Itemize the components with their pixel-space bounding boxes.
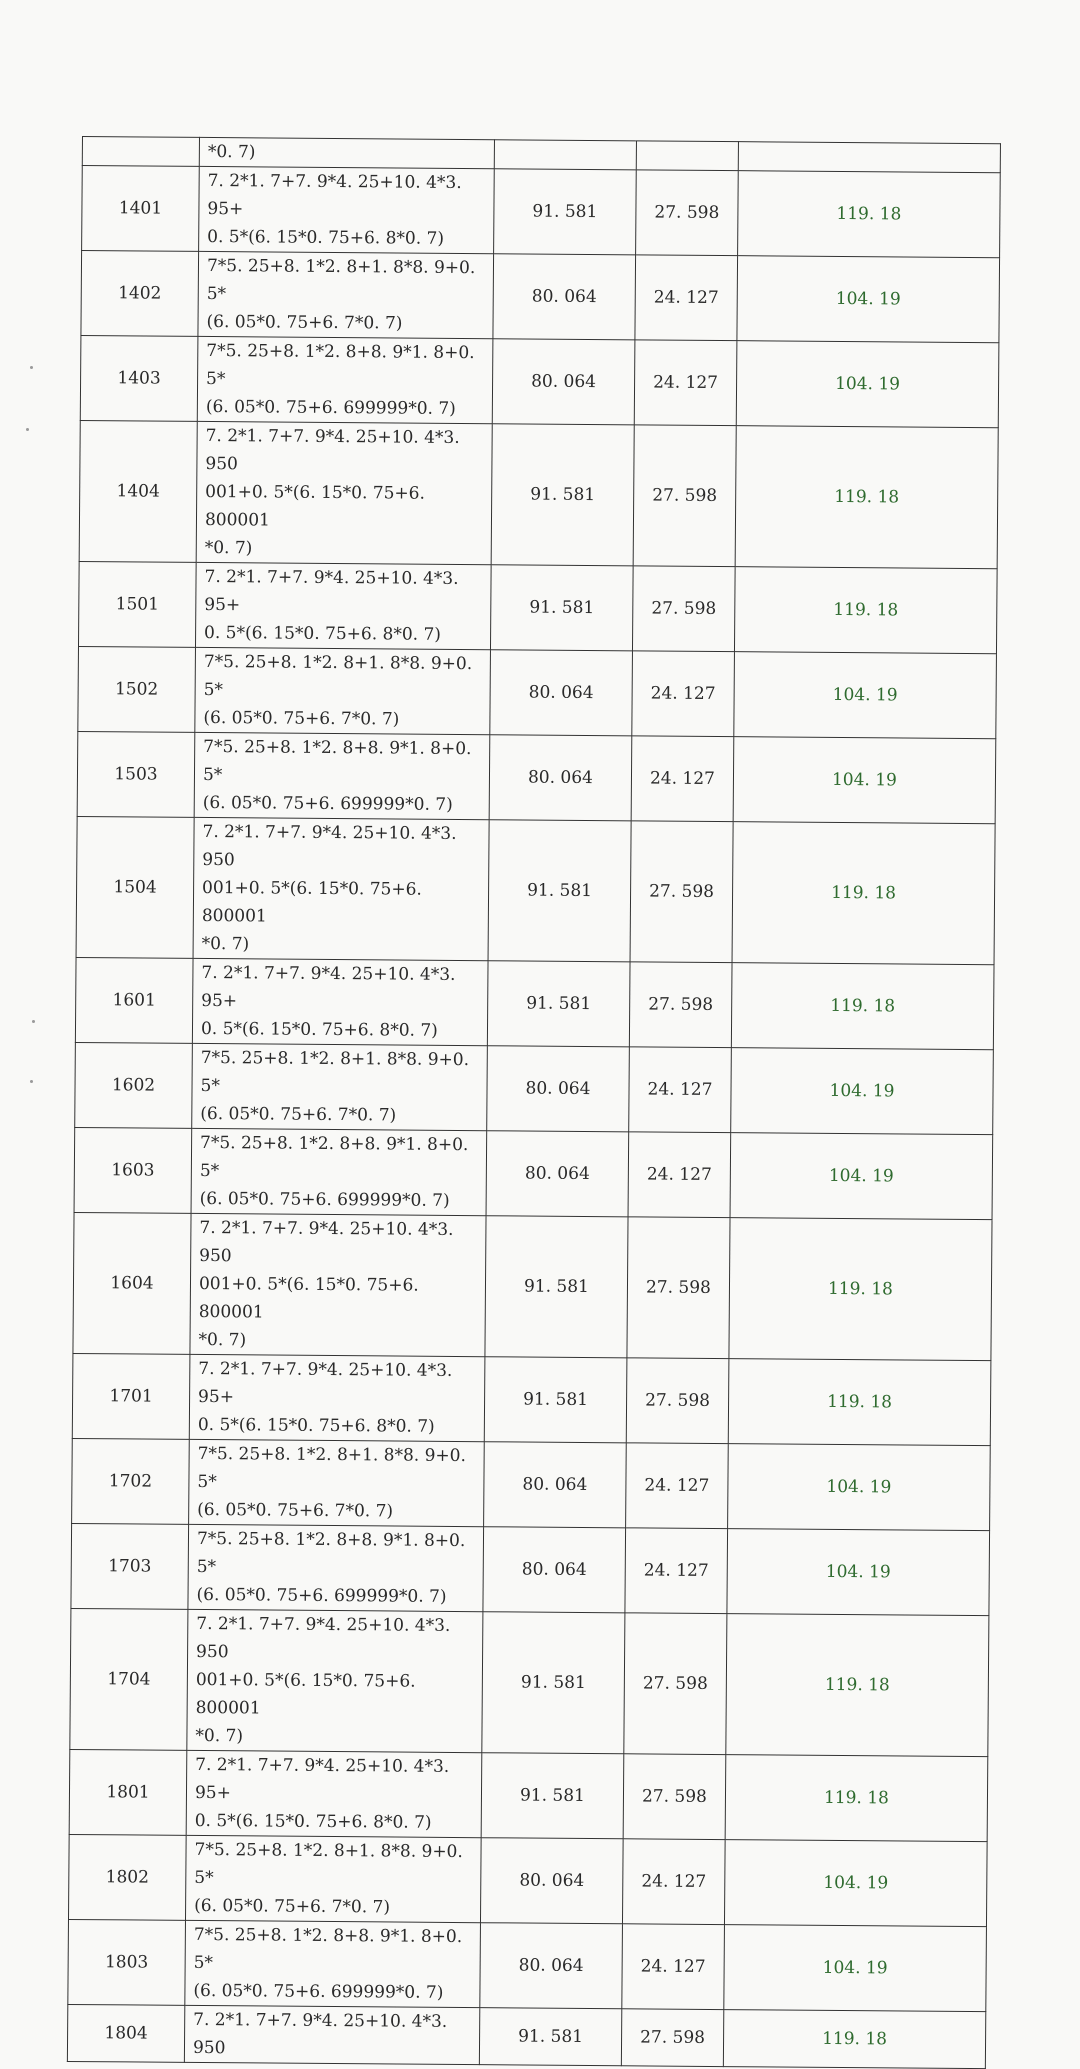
shared-area-value: 27. 598 [626, 1358, 729, 1444]
scan-speck [30, 1080, 33, 1083]
total-area-value: 104. 19 [730, 1133, 993, 1220]
table-row [68, 1919, 987, 2011]
area-formula: 7. 2*1. 7+7. 9*4. 25+10. 4*3. 950 001+0. 5*(6. 15*0. 75+6. 800001 *0. 7) [196, 421, 492, 564]
area-formula: 7. 2*1. 7+7. 9*4. 25+10. 4*3. 95+ 0. 5*(6. 15*0. 75+6. 8*0. 7) [186, 1750, 482, 1837]
table-row [73, 1212, 992, 1360]
area-formula: 7. 2*1. 7+7. 9*4. 25+10. 4*3. 950 [184, 2005, 479, 2064]
total-area-value: 119. 18 [723, 2010, 985, 2069]
area-formula: 7. 2*1. 7+7. 9*4. 25+10. 4*3. 95+ 0. 5*(6. 15*0. 75+6. 8*0. 7) [199, 166, 495, 253]
total-area-value: 104. 19 [736, 341, 999, 428]
table-row [78, 646, 997, 738]
table-row [82, 166, 1001, 258]
room-number: 1401 [82, 166, 200, 252]
table-body [67, 137, 1000, 2069]
inner-area-value: 80. 064 [480, 1838, 623, 1924]
total-area-value: 104. 19 [731, 1048, 994, 1135]
area-calculation-table [67, 136, 1001, 2069]
room-number: 1803 [68, 1919, 186, 2005]
scan-speck [26, 428, 29, 431]
shared-area-value: 27. 598 [623, 1754, 726, 1840]
table-row [81, 251, 1000, 343]
shared-area-value: 27. 598 [632, 566, 735, 652]
room-number: 1702 [72, 1438, 190, 1524]
shared-area-value: 24. 127 [635, 255, 738, 341]
inner-area-value: 80. 064 [487, 1046, 630, 1132]
inner-area-value: 91. 581 [481, 1753, 624, 1839]
total-area-value: 104. 19 [734, 652, 997, 739]
room-number: 1402 [81, 251, 199, 337]
total-area-value: 119. 18 [734, 567, 997, 654]
room-number [82, 137, 199, 167]
total-area-value: 119. 18 [732, 822, 995, 965]
shared-area-value: 27. 598 [633, 425, 736, 567]
area-formula: 7. 2*1. 7+7. 9*4. 25+10. 4*3. 95+ 0. 5*(6. 15*0. 75+6. 8*0. 7) [195, 562, 491, 649]
shared-area-value: 24. 127 [628, 1132, 731, 1218]
area-formula: 7*5. 25+8. 1*2. 8+1. 8*8. 9+0. 5* (6. 05*0. 75+6. 7*0. 7) [189, 1439, 485, 1526]
area-formula: 7*5. 25+8. 1*2. 8+1. 8*8. 9+0. 5* (6. 05*0. 75+6. 7*0. 7) [185, 1835, 481, 1922]
shared-area-value: 24. 127 [622, 1839, 725, 1925]
shared-area-value: 24. 127 [631, 736, 734, 822]
shared-area-value: 24. 127 [622, 1924, 725, 2010]
shared-area-value: 27. 598 [621, 2009, 723, 2067]
total-area-value: 119. 18 [726, 1614, 989, 1757]
total-area-value: 119. 18 [731, 963, 994, 1050]
table-row [75, 957, 994, 1049]
area-formula: 7. 2*1. 7+7. 9*4. 25+10. 4*3. 95+ 0. 5*(6. 15*0. 75+6. 8*0. 7) [189, 1354, 485, 1441]
shared-area-value: 24. 127 [626, 1443, 729, 1529]
total-area-value: 119. 18 [738, 171, 1001, 258]
room-number: 1703 [71, 1523, 189, 1609]
inner-area-value: 91. 581 [487, 961, 630, 1047]
table-row [69, 1749, 988, 1841]
inner-area-value: 91. 581 [485, 1216, 628, 1358]
room-number: 1601 [75, 957, 193, 1043]
inner-area-value: 80. 064 [492, 339, 635, 425]
inner-area-value: 80. 064 [486, 1131, 629, 1217]
room-number: 1602 [75, 1042, 193, 1128]
shared-area-value: 24. 127 [634, 340, 737, 426]
table-row [78, 561, 997, 653]
total-area-value: 104. 19 [733, 737, 996, 824]
inner-area-value: 80. 064 [483, 1527, 626, 1613]
room-number: 1403 [80, 335, 198, 421]
area-formula: 7*5. 25+8. 1*2. 8+8. 9*1. 8+0. 5* (6. 05*0. 75+6. 699999*0. 7) [188, 1524, 484, 1611]
room-number: 1603 [74, 1127, 192, 1213]
inner-area-value: 80. 064 [489, 735, 632, 821]
room-number: 1503 [77, 731, 195, 817]
total-area-value: 104. 19 [737, 256, 1000, 343]
room-number: 1504 [76, 816, 194, 958]
inner-area-value: 91. 581 [491, 424, 634, 566]
area-formula: 7*5. 25+8. 1*2. 8+1. 8*8. 9+0. 5* (6. 05*0. 75+6. 7*0. 7) [198, 251, 494, 338]
room-number: 1701 [72, 1353, 190, 1439]
table-row [70, 1608, 989, 1756]
area-formula: 7*5. 25+8. 1*2. 8+1. 8*8. 9+0. 5* (6. 05*0. 75+6. 7*0. 7) [195, 647, 491, 734]
table-row [74, 1127, 993, 1219]
shared-area-value: 27. 598 [636, 170, 739, 256]
inner-area-value: 91. 581 [488, 820, 631, 962]
inner-area-value: 91. 581 [479, 2008, 621, 2066]
inner-area-value: 91. 581 [484, 1357, 627, 1443]
table-row [76, 816, 995, 964]
inner-area-value [494, 140, 636, 170]
shared-area-value: 24. 127 [625, 1528, 728, 1614]
table-row [77, 731, 996, 823]
shared-area-value: 27. 598 [624, 1613, 727, 1755]
table-row [71, 1523, 990, 1615]
area-formula: 7. 2*1. 7+7. 9*4. 25+10. 4*3. 950 001+0. 5*(6. 15*0. 75+6. 800001 *0. 7) [187, 1609, 483, 1752]
table-row [79, 420, 998, 568]
table-row [80, 335, 999, 427]
shared-area-value: 24. 127 [632, 651, 735, 737]
area-formula: *0. 7) [199, 137, 494, 168]
total-area-value: 104. 19 [724, 1925, 987, 2012]
shared-area-value [636, 141, 738, 171]
area-formula: 7*5. 25+8. 1*2. 8+8. 9*1. 8+0. 5* (6. 05*0. 75+6. 699999*0. 7) [197, 336, 493, 423]
table-row [75, 1042, 994, 1134]
inner-area-value: 80. 064 [493, 254, 636, 340]
total-area-value: 104. 19 [724, 1840, 987, 1927]
total-area-value: 104. 19 [728, 1444, 991, 1531]
area-formula: 7. 2*1. 7+7. 9*4. 25+10. 4*3. 950 001+0. 5*(6. 15*0. 75+6. 800001 *0. 7) [193, 817, 489, 960]
table-row [67, 2004, 985, 2068]
total-area-value: 104. 19 [727, 1529, 990, 1616]
area-formula: 7. 2*1. 7+7. 9*4. 25+10. 4*3. 950 001+0. 5*(6. 15*0. 75+6. 800001 *0. 7) [190, 1213, 486, 1356]
scan-speck [30, 366, 33, 369]
area-formula: 7*5. 25+8. 1*2. 8+8. 9*1. 8+0. 5* (6. 05*0. 75+6. 699999*0. 7) [191, 1128, 487, 1215]
total-area-value: 119. 18 [728, 1359, 991, 1446]
table-row [72, 1353, 991, 1445]
total-area-value: 119. 18 [735, 426, 998, 569]
room-number: 1804 [67, 2004, 184, 2062]
inner-area-value: 91. 581 [490, 565, 633, 651]
room-number: 1502 [78, 646, 196, 732]
area-formula: 7. 2*1. 7+7. 9*4. 25+10. 4*3. 95+ 0. 5*(6. 15*0. 75+6. 8*0. 7) [192, 958, 488, 1045]
total-area-value [738, 142, 1000, 173]
inner-area-value: 80. 064 [484, 1442, 627, 1528]
shared-area-value: 27. 598 [627, 1217, 730, 1359]
scan-speck [32, 1020, 35, 1023]
inner-area-value: 80. 064 [480, 1923, 623, 2009]
total-area-value: 119. 18 [725, 1755, 988, 1842]
room-number: 1802 [68, 1834, 186, 1920]
room-number: 1604 [73, 1212, 191, 1354]
area-formula: 7*5. 25+8. 1*2. 8+1. 8*8. 9+0. 5* (6. 05*0. 75+6. 7*0. 7) [192, 1043, 488, 1130]
inner-area-value: 91. 581 [494, 169, 637, 255]
shared-area-value: 27. 598 [630, 821, 733, 963]
room-number: 1501 [78, 561, 196, 647]
total-area-value: 119. 18 [729, 1218, 992, 1361]
room-number: 1704 [70, 1608, 188, 1750]
inner-area-value: 80. 064 [490, 650, 633, 736]
table-row [72, 1438, 991, 1530]
room-number: 1404 [79, 420, 197, 562]
area-formula: 7*5. 25+8. 1*2. 8+8. 9*1. 8+0. 5* (6. 05*0. 75+6. 699999*0. 7) [185, 1920, 481, 2007]
shared-area-value: 27. 598 [629, 962, 732, 1048]
area-formula: 7*5. 25+8. 1*2. 8+8. 9*1. 8+0. 5* (6. 05*0. 75+6. 699999*0. 7) [194, 732, 490, 819]
shared-area-value: 24. 127 [629, 1047, 732, 1133]
table-row [68, 1834, 987, 1926]
inner-area-value: 91. 581 [482, 1612, 625, 1754]
room-number: 1801 [69, 1749, 187, 1835]
